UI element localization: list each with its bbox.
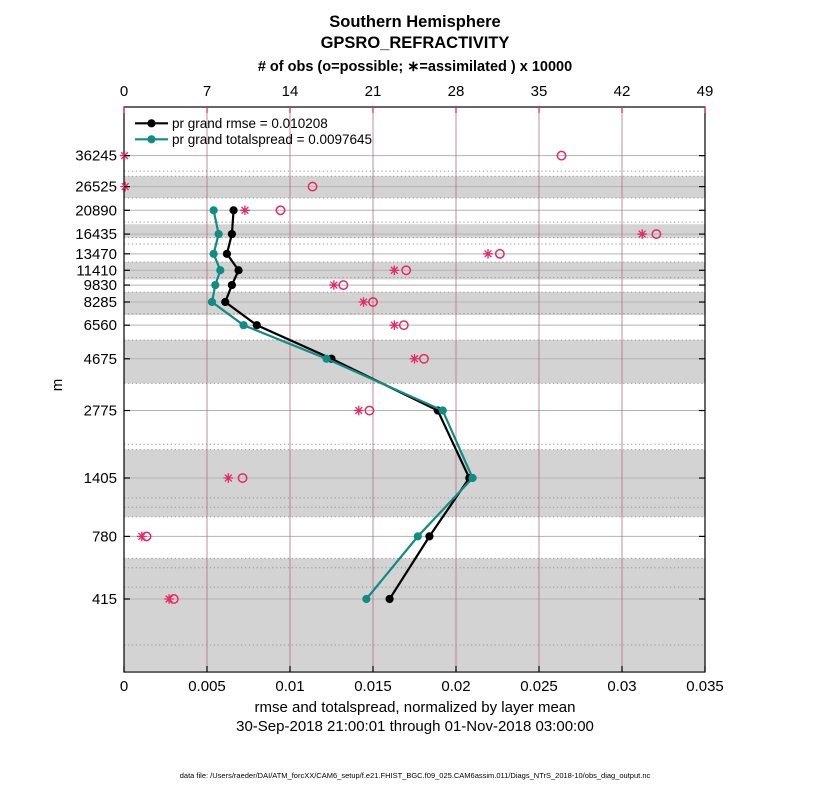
totalspread-point: [210, 206, 218, 214]
assimilated-obs-marker: [637, 229, 647, 239]
bottom-axis-tick-label: 0.025: [520, 678, 558, 695]
y-axis-tick-label: 36245: [75, 147, 117, 165]
y-axis-tick-label: 2775: [83, 402, 117, 420]
assimilated-obs-marker: [329, 280, 339, 290]
assimilated-obs-marker: [483, 249, 493, 259]
y-axis-tick-label: 6560: [83, 317, 117, 335]
assimilated-obs-marker: [390, 320, 400, 330]
chart-title-line1: Southern Hemisphere: [329, 13, 501, 31]
assimilated-obs-marker: [410, 354, 420, 364]
layer-band: [124, 558, 705, 671]
layer-band: [124, 224, 705, 237]
totalspread-point: [414, 532, 422, 540]
totalspread-point: [208, 298, 216, 306]
y-axis-tick-label: 1405: [83, 470, 117, 488]
date-range-label: 30-Sep-2018 21:00:01 through 01-Nov-2018 03:00:00: [236, 718, 594, 735]
assimilated-obs-marker: [164, 594, 174, 604]
assimilated-obs-marker: [390, 265, 400, 275]
x-axis-label: rmse and totalspread, normalized by layer mean: [254, 699, 576, 716]
assimilated-obs-marker: [359, 297, 369, 307]
rmse-point: [228, 230, 236, 238]
data-file-label: data file: /Users/raeder/DAI/ATM_forcXX/CAM6_setup/f.e21.FHIST_BGC.f09_025.CAM6assim.011/Diags_NTrS_2018-10/obs_diag_output.nc: [179, 771, 651, 780]
y-axis-tick-label: 8285: [83, 294, 117, 312]
totalspread-point: [469, 474, 477, 482]
rmse-point: [221, 298, 229, 306]
y-axis-tick-label: 9830: [83, 277, 117, 295]
totalspread-point: [210, 250, 218, 258]
bottom-axis-tick-label: 0: [119, 678, 129, 695]
y-axis-tick-label: 4675: [83, 350, 117, 368]
totalspread-point: [439, 406, 447, 414]
bottom-axis-tick-label: 0.005: [188, 678, 226, 695]
y-axis-tick-label: 13470: [75, 245, 117, 263]
totalspread-point: [239, 321, 247, 329]
assimilated-obs-marker: [137, 532, 147, 542]
obs-axis-label: # of obs (o=possible; ∗=assimilated ) x 10000: [257, 59, 573, 75]
y-axis-label: m: [49, 378, 66, 392]
rmse-point: [425, 532, 433, 540]
bottom-axis-tick-label: 0.02: [441, 678, 471, 695]
legend-label-rmse: pr grand rmse = 0.010208: [172, 116, 328, 131]
plot-area: [75, 83, 723, 695]
rmse-point: [229, 206, 237, 214]
rmse-point: [386, 595, 394, 603]
legend-sample-marker-totalspread: [147, 135, 155, 143]
legend-sample-marker-rmse: [147, 119, 155, 127]
assimilated-obs-marker: [240, 205, 250, 215]
top-axis-tick-label: 28: [447, 83, 465, 100]
rmse-point: [253, 321, 261, 329]
bottom-axis-tick-label: 0.03: [607, 678, 637, 695]
assimilated-obs-marker: [224, 473, 234, 483]
totalspread-point: [322, 355, 330, 363]
assimilated-obs-marker: [354, 406, 364, 416]
rmse-point: [223, 250, 231, 258]
y-axis-tick-label: 415: [91, 591, 117, 608]
totalspread-point: [362, 595, 370, 603]
bottom-axis-tick-label: 0.015: [354, 678, 392, 695]
top-axis-tick-label: 14: [281, 83, 299, 100]
layer-band: [124, 450, 705, 517]
chart-title-line2: GPSRO_REFRACTIVITY: [320, 34, 510, 52]
rmse-point: [234, 266, 242, 274]
y-axis-tick-label: 26525: [75, 178, 117, 196]
y-axis-tick-label: 11410: [76, 262, 117, 280]
top-axis-tick-label: 49: [696, 83, 714, 100]
top-axis-tick-label: 7: [202, 83, 212, 100]
bottom-axis-tick-label: 0.035: [686, 678, 724, 695]
totalspread-point: [215, 230, 223, 238]
top-axis-tick-label: 35: [530, 83, 548, 100]
y-axis-tick-label: 16435: [75, 226, 117, 244]
totalspread-point: [216, 266, 224, 274]
top-axis-tick-label: 42: [613, 83, 631, 100]
top-axis-tick-label: 21: [364, 83, 382, 100]
y-axis-tick-label: 780: [91, 528, 117, 546]
top-axis-tick-label: 0: [119, 83, 129, 100]
legend-label-totalspread: pr grand totalspread = 0.0097645: [172, 132, 373, 147]
bottom-axis-tick-label: 0.01: [275, 678, 305, 695]
layer-band: [124, 176, 705, 198]
y-axis-tick-label: 20890: [75, 202, 117, 220]
rmse-point: [228, 281, 236, 289]
totalspread-point: [211, 281, 219, 289]
